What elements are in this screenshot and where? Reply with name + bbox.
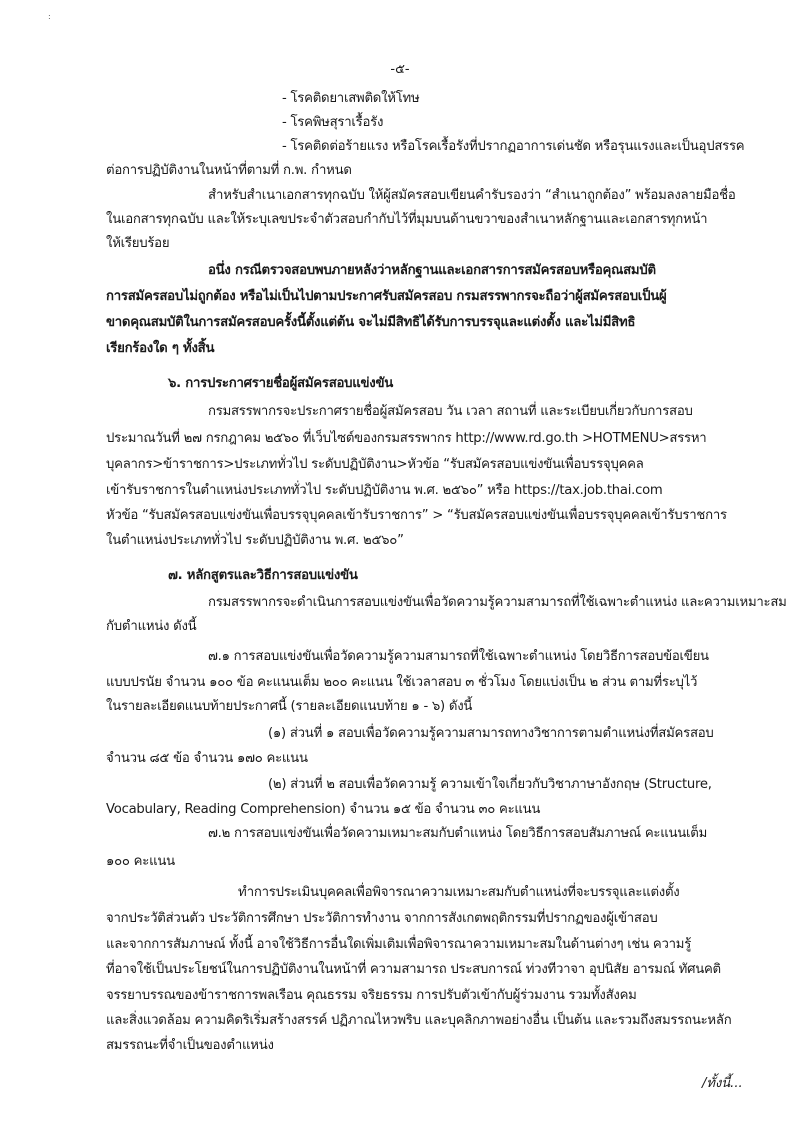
- body-text-line: ต่อการปฏิบัติงานในหน้าที่ตามที่ ก.พ. กำหนด: [106, 163, 352, 178]
- body-text-line: กับตำแหน่ง ดังนี้: [106, 619, 197, 634]
- body-text-line: ๗.๒ การสอบแข่งขันเพื่อวัดความเหมาะสมกับตำแหน่ง โดยวิธีการสอบสัมภาษณ์ คะแนนเต็ม: [208, 826, 708, 841]
- body-text-line: - โรคติดยาเสพติดให้โทษ: [282, 91, 420, 106]
- heading-text-line: ๗. หลักสูตรและวิธีการสอบแข่งขัน: [168, 568, 358, 583]
- body-text-line: (๑) ส่วนที่ ๑ สอบเพื่อวัดความรู้ความสามารถทางวิชาการตามตำแหน่งที่สมัครสอบ: [268, 726, 714, 741]
- body-text-line: ในรายละเอียดแนบท้ายประกาศนี้ (รายละเอียดแนบท้าย ๑ - ๖) ดังนี้: [106, 699, 473, 714]
- body-text-line: หัวข้อ “รับสมัครสอบแข่งขันเพื่อบรรจุบุคคลเข้ารับราชการ” > “รับสมัครสอบแข่งขันเพื่อบรรจุบุคคลเข้ารับราชการ: [106, 508, 727, 523]
- body-text-line: บุคลากร>ข้าราชการ>ประเภททั่วไป ระดับปฏิบัติงาน>หัวข้อ “รับสมัครสอบแข่งขันเพื่อบรรจุบุคคล: [106, 457, 644, 472]
- body-text-line: ที่อาจใช้เป็นประโยชน์ในการปฏิบัติงานในหน้าที่ ความสามารถ ประสบการณ์ ท่วงทีวาจา อุปนิสัย อารมณ์ ทัศนคติ: [106, 962, 721, 977]
- body-text-line: ประมาณวันที่ ๒๗ กรกฎาคม ๒๕๖๐ ที่เว็บไซต์ของกรมสรรพากร http://www.rd.go.th >HOTMENU>สรรหา: [106, 431, 707, 446]
- heading-text-line: ๖. การประกาศรายชื่อผู้สมัครสอบแข่งขัน: [168, 376, 394, 391]
- page-number: -๕-: [390, 62, 410, 77]
- body-text-line: ทำการประเมินบุคคลเพื่อพิจารณาความเหมาะสมกับตำแหน่งที่จะบรรจุและแต่งตั้ง: [238, 885, 680, 900]
- body-text-line: (๒) ส่วนที่ ๒ สอบเพื่อวัดความรู้ ความเข้าใจเกี่ยวกับวิชาภาษาอังกฤษ (Structure,: [268, 777, 712, 792]
- body-text-line: เข้ารับราชการในตำแหน่งประเภททั่วไป ระดับปฏิบัติงาน พ.ศ. ๒๕๖๐” หรือ https://tax.job.thai.com: [106, 483, 663, 498]
- body-text-line: ให้เรียบร้อย: [106, 236, 170, 251]
- body-text-line: จากประวัติส่วนตัว ประวัติการศึกษา ประวัติการทำงาน จากการสังเกตพฤติกรรมที่ปรากฏของผู้เข้าสอบ: [106, 911, 658, 926]
- body-text-line: จำนวน ๘๕ ข้อ จำนวน ๑๗๐ คะแนน: [106, 751, 308, 766]
- heading-text-line: อนึ่ง กรณีตรวจสอบพบภายหลังว่าหลักฐานและเอกสารการสมัครสอบหรือคุณสมบัติ: [208, 263, 656, 278]
- body-text-line: ในตำแหน่งประเภททั่วไป ระดับปฏิบัติงาน พ.ศ. ๒๕๖๐”: [106, 533, 404, 548]
- body-text-line: สำหรับสำเนาเอกสารทุกฉบับ ให้ผู้สมัครสอบเขียนคำรับรองว่า “สำเนาถูกต้อง” พร้อมลงลายมือชื่อ: [208, 188, 736, 203]
- body-text-line: และจากการสัมภาษณ์ ทั้งนี้ อาจใช้วิธีการอื่นใดเพิ่มเติมเพื่อพิจารณาความเหมาะสมในด้านต่างๆ เช่น ความรู้: [106, 937, 692, 952]
- body-text-line: และสิ่งแวดล้อม ความคิดริเริ่มสร้างสรรค์ ปฏิภาณไหวพริบ และบุคลิกภาพอย่างอื่น เป็นต้น และรวมถึงสมรรถนะหลัก: [106, 1013, 732, 1028]
- heading-text-line: ขาดคุณสมบัติในการสมัครสอบครั้งนี้ตั้งแต่ต้น จะไม่มีสิทธิได้รับการบรรจุและแต่งตั้ง และไม่มีสิทธิ: [106, 315, 636, 330]
- heading-text-line: การสมัครสอบไม่ถูกต้อง หรือไม่เป็นไปตามประกาศรับสมัครสอบ กรมสรรพากรจะถือว่าผู้สมัครสอบเป็นผู้: [106, 289, 667, 304]
- heading-text-line: เรียกร้องใด ๆ ทั้งสิ้น: [106, 341, 215, 356]
- body-text-line: - โรคพิษสุราเรื้อรัง: [282, 115, 384, 130]
- body-text-line: ๑๐๐ คะแนน: [106, 854, 175, 869]
- body-text-line: กรมสรรพากรจะประกาศรายชื่อผู้สมัครสอบ วัน เวลา สถานที่ และระเบียบเกี่ยวกับการสอบ: [208, 404, 693, 419]
- body-text-line: แบบปรนัย จำนวน ๑๐๐ ข้อ คะแนนเต็ม ๒๐๐ คะแนน ใช้เวลาสอบ ๓ ชั่วโมง โดยแบ่งเป็น ๒ ส่วน ตามที่ระบุไว้: [106, 675, 698, 690]
- body-text-line: ในเอกสารทุกฉบับ และให้ระบุเลขประจำตัวสอบกำกับไว้ที่มุมบนด้านขวาของสำเนาหลักฐานและเอกสารทุกหน้า: [106, 212, 708, 227]
- body-text-line: จรรยาบรรณของข้าราชการพลเรือน คุณธรรม จริยธรรม การปรับตัวเข้ากับผู้ร่วมงาน รวมทั้งสังคม: [106, 988, 637, 1003]
- corner-mark: :: [48, 12, 51, 21]
- body-text-line: - โรคติดต่อร้ายแรง หรือโรคเรื้อรังที่ปรากฏอาการเด่นชัด หรือรุนแรงและเป็นอุปสรรค: [282, 139, 745, 154]
- body-text-line: สมรรถนะที่จำเป็นของตำแหน่ง: [106, 1038, 274, 1053]
- body-text-line: Vocabulary, Reading Comprehension) จำนวน ๑๕ ข้อ จำนวน ๓๐ คะแนน: [106, 802, 541, 817]
- body-text-line: ๗.๑ การสอบแข่งขันเพื่อวัดความรู้ความสามารถที่ใช้เฉพาะตำแหน่ง โดยวิธีการสอบข้อเขียน: [208, 649, 709, 664]
- next-page-marker: /ทั้งนี้...: [702, 1076, 743, 1091]
- body-text-line: กรมสรรพากรจะดำเนินการสอบแข่งขันเพื่อวัดความรู้ความสามารถที่ใช้เฉพาะตำแหน่ง และความเหมาะสม: [208, 595, 787, 610]
